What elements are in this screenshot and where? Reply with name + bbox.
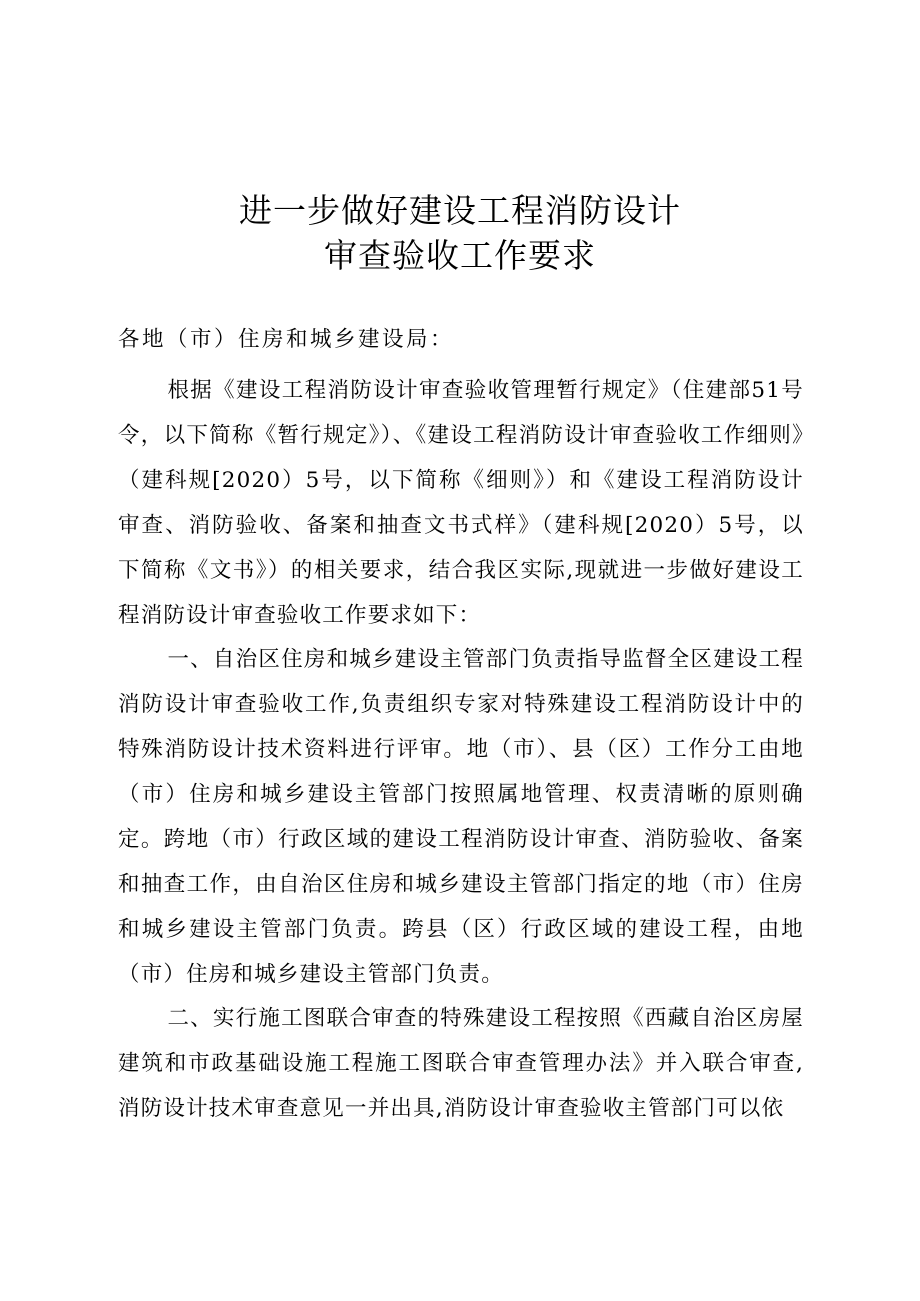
paragraph-item-2: 二、实行施工图联合审查的特殊建设工程按照《西藏自治区房屋建筑和市政基础设施工程施工图联合审查管理办法》并入联合审查,消防设计技术审查意见一并出具,消防设计审查验收主管部门可以依 — [118, 1006, 804, 1121]
paragraph-item-1: 一、自治区住房和城乡建设主管部门负责指导监督全区建设工程消防设计审查验收工作,负责组织专家对特殊建设工程消防设计中的特殊消防设计技术资料进行评审。地（市）、县（区）工作分工由地（市）住房和城乡建设主管部门按照属地管理、权责清晰的原则确定。跨地（市）行政区域的建设工程消防设计审查、消防验收、备案和抽查工作，由自治区住房和城乡建设主管部门指定的地（市）住房和城乡建设主管部门负责。跨县（区）行政区域的建设工程，由地（市）住房和城乡建设主管部门负责。 — [118, 647, 804, 987]
document-title-line-1: 进一步做好建设工程消防设计 — [239, 191, 681, 230]
paragraph-intro: 根据《建设工程消防设计审查验收管理暂行规定》（住建部51号令，以下简称《暂行规定》）、《建设工程消防设计审查验收工作细则》（建科规[2020）5号，以下简称《细则》）和《建设工程消防设计审查、消防验收、备案和抽查文书式样》（建科规[2020）5号，以下简称《文书》）的相关要求，结合我区实际,现就进一步做好建设工程消防设计审查验收工作要求如下： — [118, 378, 804, 628]
document-title-line-2: 审查验收工作要求 — [324, 236, 596, 275]
salutation: 各地（市）住房和城乡建设局： — [118, 327, 455, 352]
